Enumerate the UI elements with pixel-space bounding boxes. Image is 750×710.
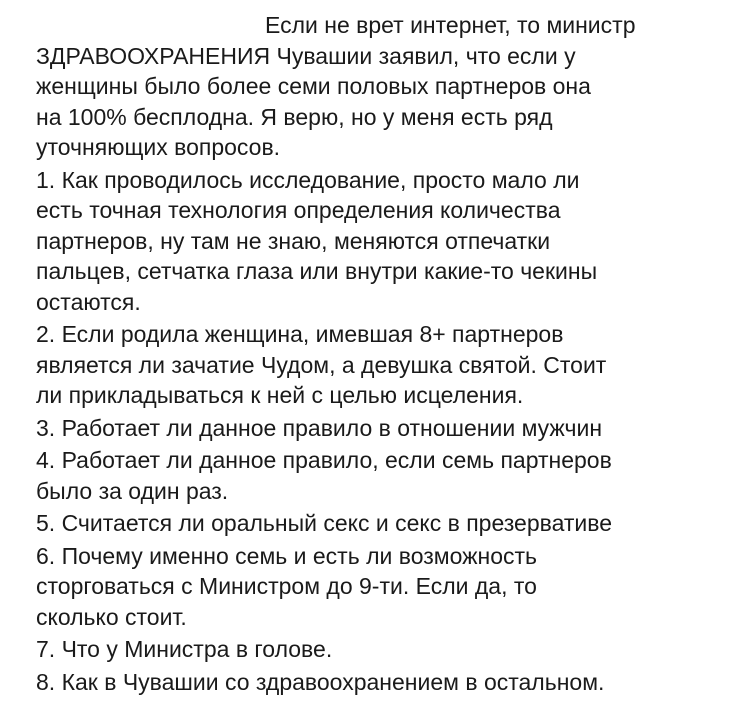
intro-line: женщины было более семи половых партнеров она	[36, 73, 591, 99]
question-line: остаются.	[36, 288, 141, 315]
question-1	[36, 165, 736, 318]
question-line: 1. Как проводилось исследование, просто мало ли	[36, 166, 580, 193]
post-text	[36, 10, 736, 699]
question-4	[36, 445, 736, 506]
intro-paragraph	[36, 10, 736, 163]
question-6	[36, 541, 736, 633]
question-line: является ли зачатие Чудом, а девушка святой. Стоит	[36, 351, 607, 378]
question-line: 4. Работает ли данное правило, если семь партнеров	[36, 447, 612, 473]
question-line: партнеров, ну там не знаю, меняются отпечатки	[36, 227, 551, 254]
intro-line: ЗДРАВООХРАНЕНИЯ Чувашии заявил, что если у	[36, 42, 576, 69]
question-2	[36, 319, 736, 411]
question-line: было за один раз.	[36, 477, 229, 504]
question-7	[36, 634, 736, 665]
question-line: пальцев, сетчатка глаза или внутри какие-то чекины	[36, 258, 598, 284]
question-5	[36, 508, 736, 539]
question-line: ли прикладываться к ней с целью исцеления.	[36, 382, 524, 408]
question-line: 3. Работает ли данное правило в отношении мужчин	[36, 414, 603, 441]
question-line: 8. Как в Чувашии со здравоохранением в остальном.	[36, 668, 605, 695]
question-3	[36, 413, 736, 444]
intro-line: Если не врет интернет, то министр	[265, 12, 636, 38]
question-line: сколько стоит.	[36, 603, 187, 630]
intro-line: уточняющих вопросов.	[36, 134, 281, 160]
question-line: есть точная технология определения количества	[36, 197, 561, 223]
question-line: 7. Что у Министра в голове.	[36, 636, 333, 662]
intro-line: на 100% бесплодна. Я верю, но у меня есть ряд	[36, 103, 553, 130]
question-line: сторговаться с Министром до 9-ти. Если да, то	[36, 573, 537, 599]
question-line: 5. Считается ли оральный секс и секс в презервативе	[36, 510, 613, 536]
question-line: 2. Если родила женщина, имевшая 8+ партнеров	[36, 321, 564, 347]
question-line: 6. Почему именно семь и есть ли возможность	[36, 542, 538, 569]
question-8	[36, 667, 736, 698]
